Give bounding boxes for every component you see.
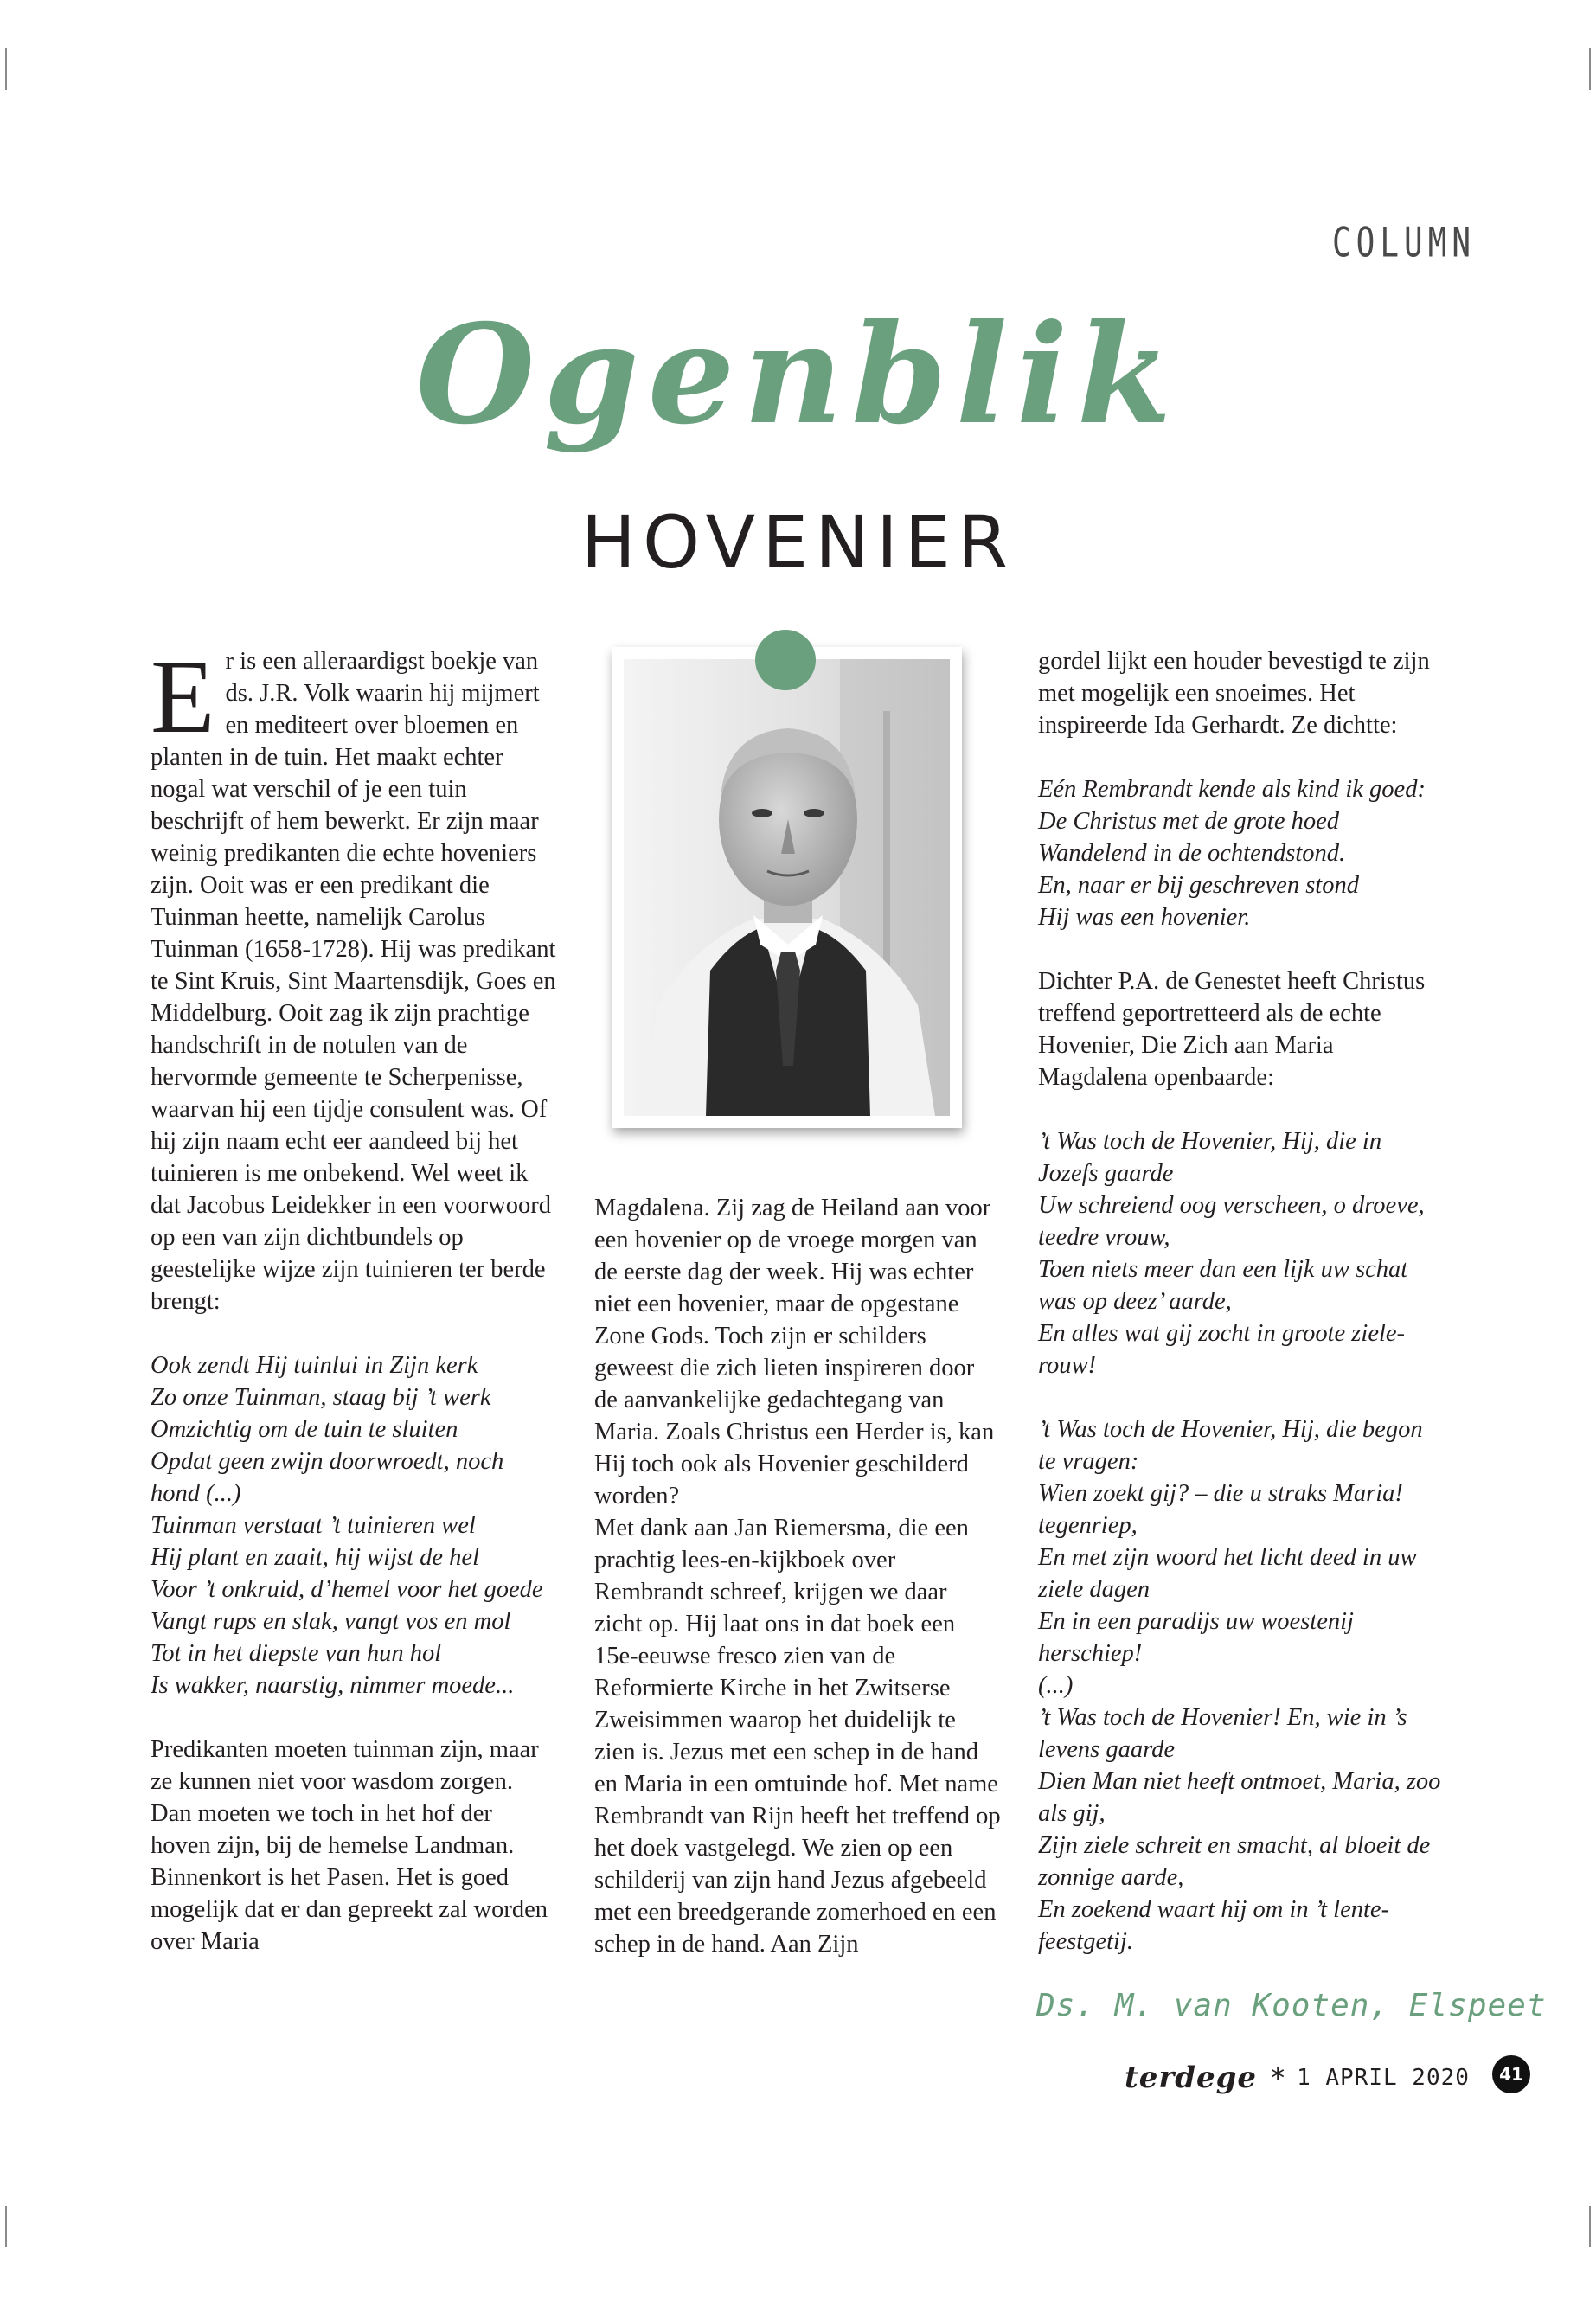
page-number-badge: 41 [1492,2055,1530,2093]
verse-line: De Christus met de grote hoed [1038,808,1340,835]
verse-line: En in een paradijs uw woestenij herschiep! [1038,1608,1354,1667]
verse-line: ’t Was toch de Hovenier! En, wie in ’s levens gaarde [1038,1704,1407,1763]
verse-line: Hij was een hovenier. [1038,904,1251,931]
verse-line: Is wakker, naarstig, nimmer moede... [151,1672,515,1699]
verse-line: Zijn ziele schreit en smacht, al bloeit de zonnige aarde, [1038,1832,1431,1891]
author-photo [624,659,950,1116]
author-photo-frame [612,647,962,1128]
verse-line: Dien Man niet heeft ontmoet, Maria, zoo als gij, [1038,1768,1441,1827]
article-subtitle: HOVENIER [580,500,1016,585]
column-2 [594,1192,1001,1960]
column-1 [151,638,557,1958]
author-signature: Ds. M. van Kooten, Elspeet [1036,1988,1547,2023]
portrait-illustration [624,659,950,1116]
verse-gerhardt [1038,773,1445,933]
verse-line: Tot in het diepste van hun hol [151,1640,442,1667]
verse-line: En zoekend waart hij om in ’t lente-feestgetij. [1038,1896,1390,1955]
decorative-pin-dot [755,630,816,690]
crop-mark-bottom-left [5,2206,7,2247]
paragraph: Dichter P.A. de Genestet heeft Christus treffend geportretteerd als de echte Hovenier, Die Zich aan Maria Magdalena openbaarde: [1038,968,1426,1091]
verse-line: Hij plant en zaait, hij wijst de hel [151,1544,479,1571]
verse-line: Wandelend in de ochtendstond. [1038,840,1346,867]
verse-line: Eén Rembrandt kende als kind ik goed: [1038,776,1426,803]
paragraph: Magdalena. Zij zag de Heiland aan voor een hovenier op de vroege morgen van de eerste dag der week. Hij was echter niet een hovenier, maar de opgestane Zone Gods. Toch zijn er schilders geweest die zich lieten inspireren door de aanvankelijke gedachtegang van Maria. Zoals Christus een Herder is, kan Hij toch ook als Hovenier geschilderd worden? [594,1195,995,1509]
verse-line: Omzichtig om de tuin te sluiten [151,1416,458,1443]
verse-tuinman [151,1349,557,1702]
verse-line: (...) [1038,1672,1074,1699]
crop-mark-top-right [1589,48,1591,90]
verse-line: Opdat geen zwijn doorwroedt, noch hond (...) [151,1448,504,1507]
verse-line: Zo onze Tuinman, staag bij ’t werk [151,1384,491,1411]
verse-line: En met zijn woord het licht deed in uw ziele dagen [1038,1544,1417,1603]
verse-line: ’t Was toch de Hovenier, Hij, die begon te vragen: [1038,1416,1423,1475]
magazine-brand: terdege [1125,2061,1258,2095]
closing-paragraph: Predikanten moeten tuinman zijn, maar ze kunnen niet voor wasdom zorgen. Dan moeten we toch in het hof der hoven zijn, bij de hemelse Landman. Binnenkort is het Pasen. Het is goed mogelijk dat er dan gepreekt zal worden over Maria [151,1736,548,1955]
intro-text: r is een alleraardigst boekje van ds. J.R. Volk waarin hij mijmert en mediteert over bloemen en planten in de tuin. Het maakt echter nogal wat verschil of je een tuin beschrijft of hem bewerkt. Er zijn maar weinig predikanten die echte hoveniers zijn. Ooit was er een predikant die Tuinman heette, namelijk Carolus Tuinman (1658-1728). Hij was predikant te Sint Kruis, Sint Maartensdijk, Goes en Middelburg. Ooit zag ik zijn prachtige handschrift in de notulen van de hervormde gemeente te Scherpenisse, waarvan hij een tijdje consulent was. Of hij zijn naam echt eer aandeed bij het tuinieren is me onbekend. Wel weet ik dat Jacobus Leidekker in een voorwoord op een van zijn dichtbundels op geestelijke wijze zijn tuinieren ter berde brengt: [151,648,556,1315]
verse-line: Tuinman verstaat ’t tuinieren wel [151,1512,476,1539]
crop-mark-top-left [5,48,7,90]
verse-line: Voor ’t onkruid, d’hemel voor het goede [151,1576,543,1603]
verse-line: Vangt rups en slak, vangt vos en mol [151,1608,511,1635]
intro-paragraph [151,638,557,1317]
verse-genestet-1 [1038,1125,1445,1381]
drop-cap: E [151,638,215,755]
article-title: Ogenblik [415,295,1181,455]
verse-line: En, naar er bij geschreven stond [1038,872,1359,899]
verse-line: Wien zoekt gij? – die u straks Maria! tegenriep, [1038,1480,1403,1539]
verse-genestet-2 [1038,1413,1445,1958]
paragraph: Met dank aan Jan Riemersma, die een prachtig lees-en-kijkboek over Rembrandt schreef, krijgen we daar zicht op. Hij laat ons in dat boek een 15e-eeuwse fresco zien van de Reformierte Kirche in het Zwitserse Zweisimmen waarop het duidelijk te zien is. Jezus met een schep in de hand en Maria in een omtuinde hof. Met name Rembrandt van Rijn heeft het treffend op het doek vastgelegd. We zien op een schilderij van zijn hand Jezus afgebeeld met een breedgerande zomerhoed en een schep in de hand. Aan Zijn [594,1515,1001,1958]
page-footer [1125,2061,1470,2095]
paragraph: gordel lijkt een houder bevestigd te zijn met mogelijk een snoeimes. Het inspireerde Ida Gerhardt. Ze dichtte: [1038,648,1430,739]
verse-line: Ook zendt Hij tuinlui in Zijn kerk [151,1352,478,1379]
column-3 [1038,645,1445,1958]
section-label: COLUMN [1332,221,1477,267]
verse-line: En alles wat gij zocht in groote ziele-rouw! [1038,1320,1406,1379]
issue-date: 1 APRIL 2020 [1297,2065,1470,2091]
verse-line: Uw schreiend oog verscheen, o droeve, teedre vrouw, [1038,1192,1425,1251]
separator-star-icon: * [1271,2061,1285,2094]
verse-line: Toen niets meer dan een lijk uw schat was op deez’ aarde, [1038,1256,1408,1315]
crop-mark-bottom-right [1589,2206,1591,2247]
verse-line: ’t Was toch de Hovenier, Hij, die in Jozefs gaarde [1038,1128,1382,1187]
